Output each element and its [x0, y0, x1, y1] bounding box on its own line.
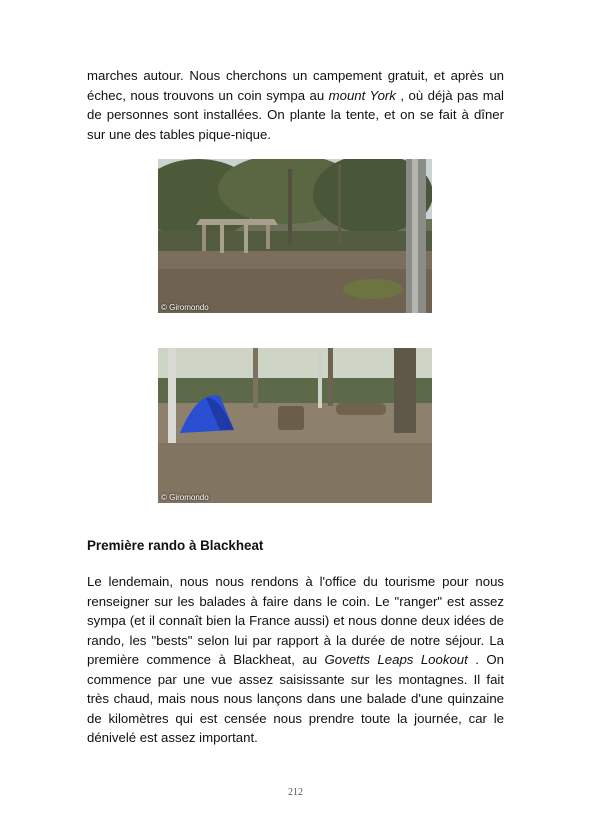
photo-credit: © Giromondo: [161, 303, 209, 312]
photo-blue-tent: [158, 348, 432, 503]
photo-credit: © Giromondo: [161, 493, 209, 502]
section-heading: Première rando à Blackheat: [87, 538, 264, 553]
paragraph-2: Le lendemain, nous nous rendons à l'office du tourisme pour nous renseigner sur les balades à faire dans le coin. Le "ranger" est assez sympa (et il connaît bien la France aussi) et nous donne deux idées de rando, les "bests" selon lui par rapport à la durée de notre séjour. La première commence à Blackheat, au Govetts Leaps Lookout . On commence par une vue assez saisissante sur les montagnes. Il fait très chaud, mais nous nous lançons dans une balade d'une quinzaine de kilomètres qui est censée nous prendre toute la journée, car le dénivelé est assez important.: [87, 574, 504, 745]
page-number: 212: [288, 787, 303, 798]
paragraph-1: marches autour. Nous cherchons un campement gratuit, et après un échec, nous trouvons un coin sympa au mount York , où déjà pas mal de personnes sont installées. On plante la tente, et on se fait à dîner sur une des tables pique-nique.: [87, 68, 504, 142]
photo-picnic-shelter: [158, 159, 432, 313]
